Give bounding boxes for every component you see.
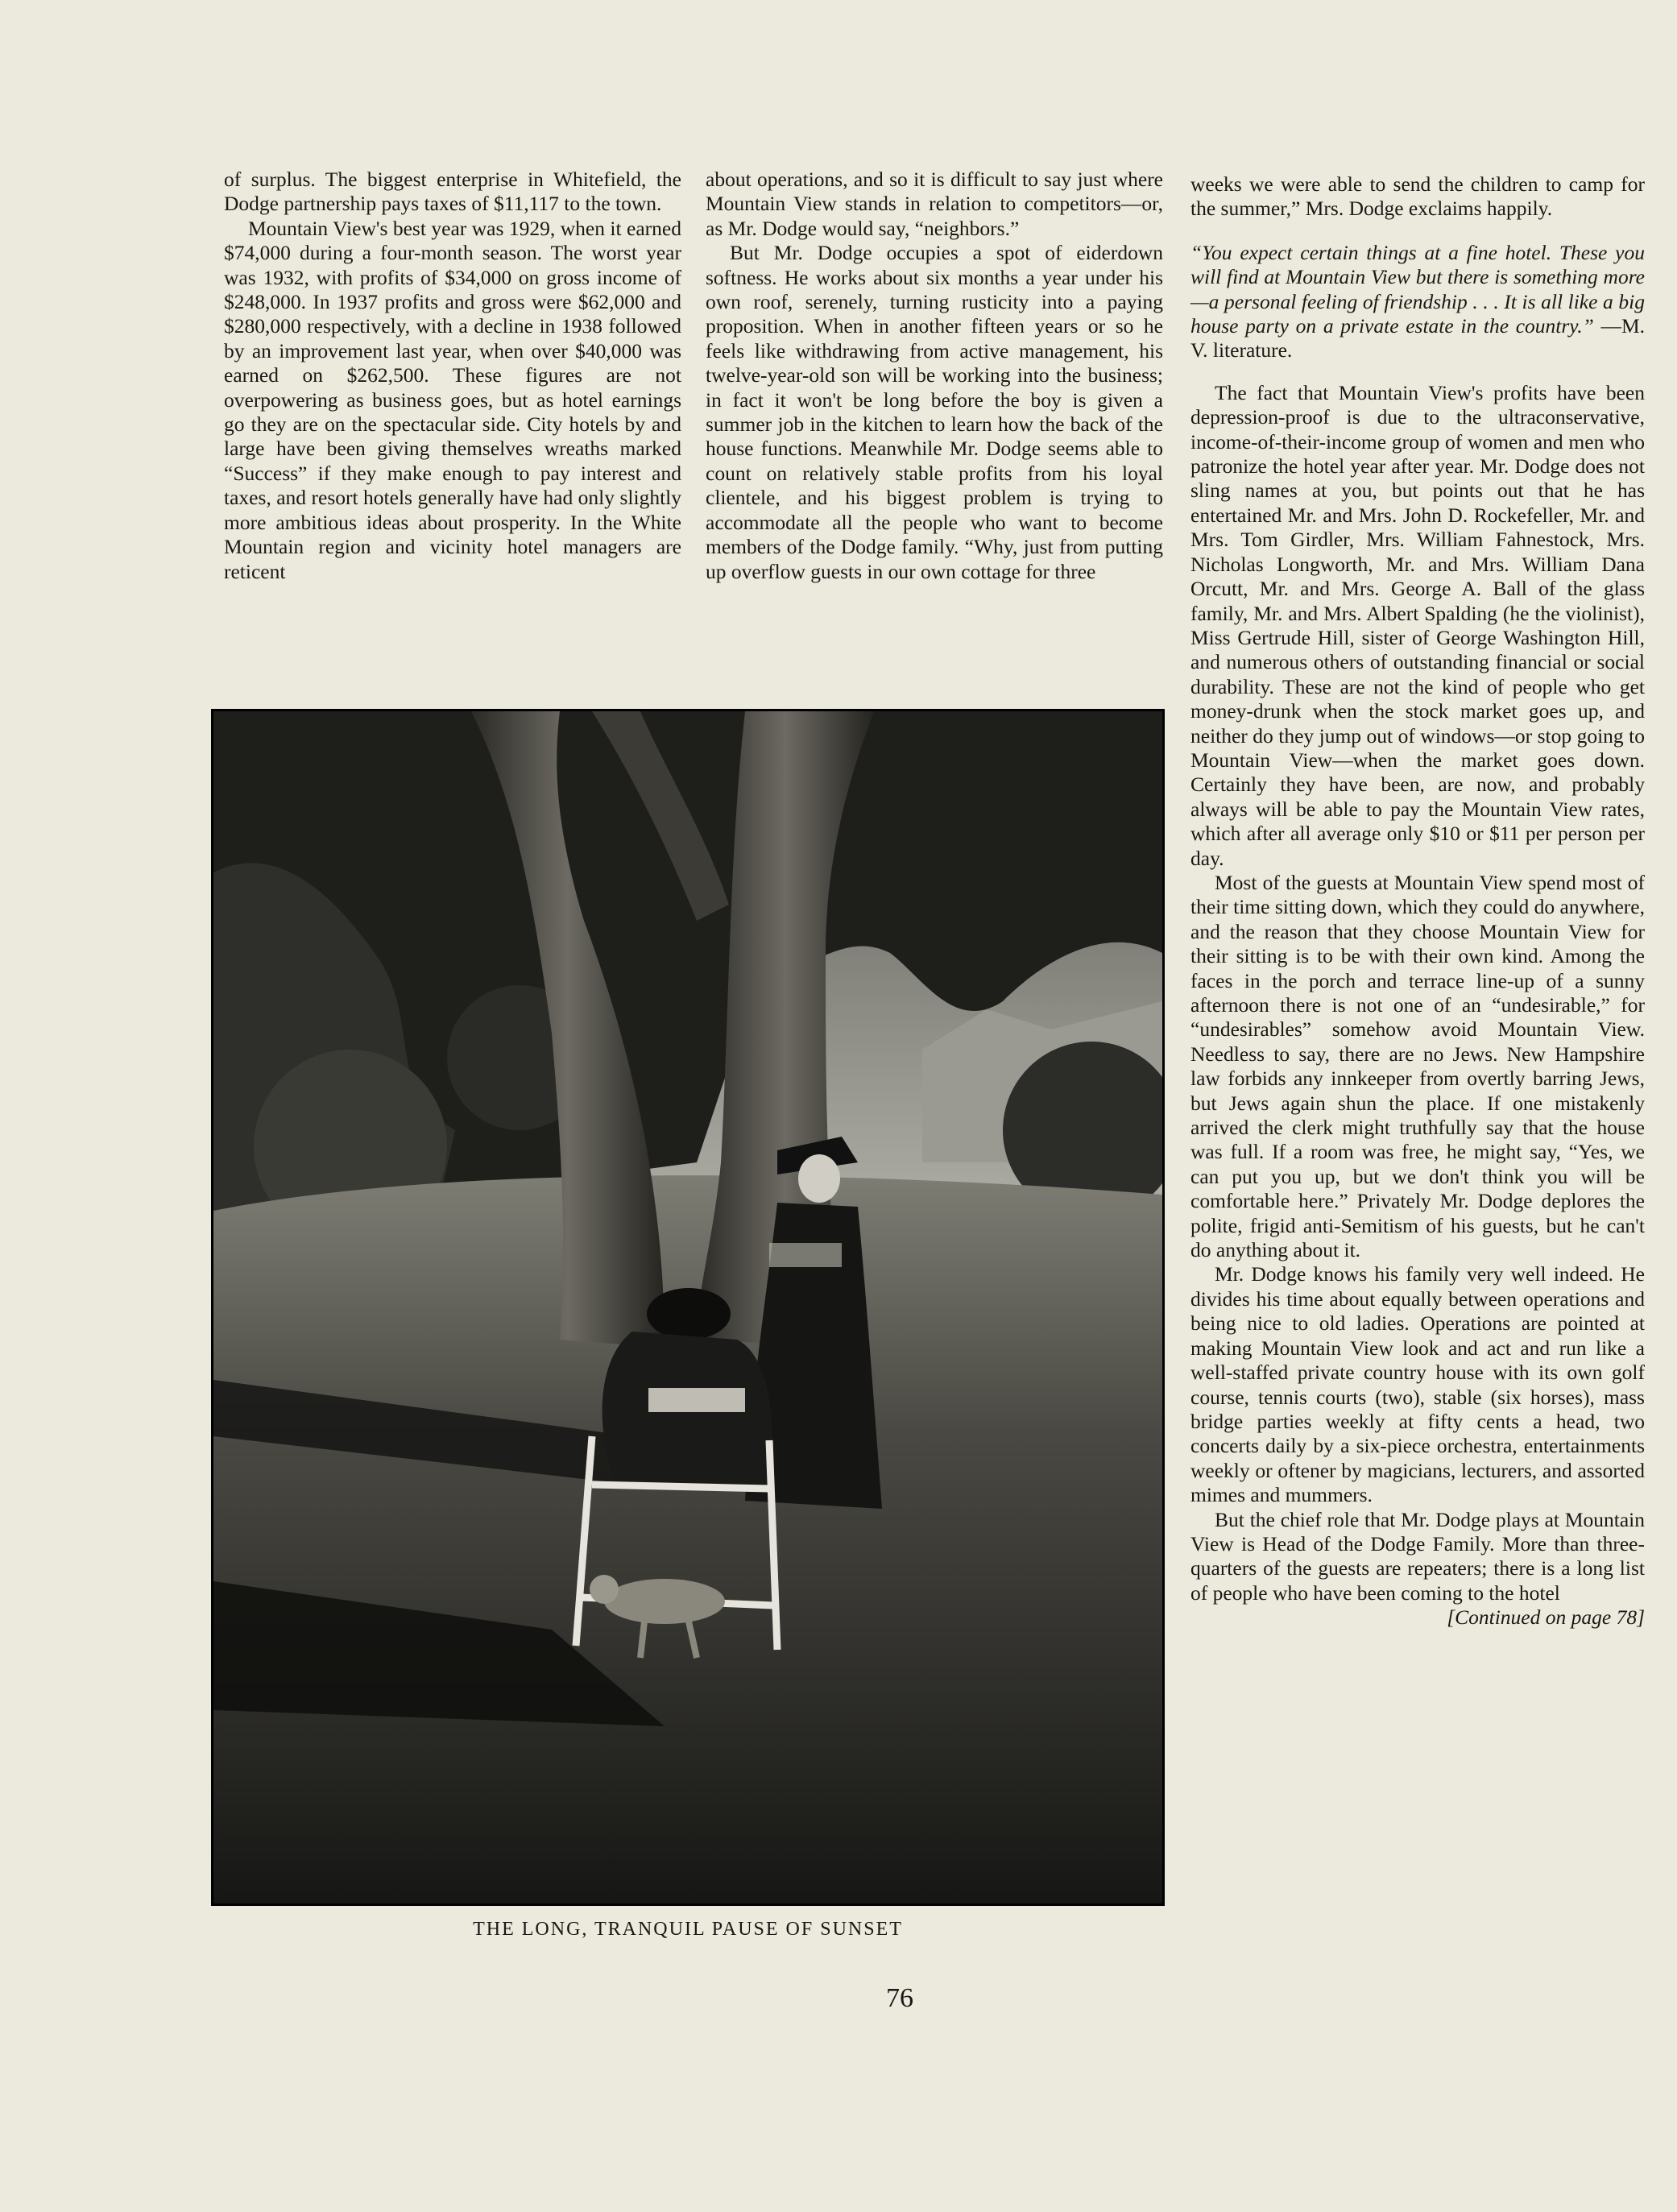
paragraph: weeks we were able to send the children to camp for the summer,” Mrs. Dodge exclaims happily. (1190, 172, 1645, 221)
paragraph: The fact that Mountain View's profits have been depression-proof is due to the ultraconservative, income-of-their-income group of women and men who patronize the hotel year after year. Mr. Dodge does not sling names at you, but points out that he has entertained Mr. and Mrs. John D. Rockefeller, Mr. and Mrs. Tom Girdler, Mrs. William Fahnestock, Mrs. Nicholas Longworth, Mr. and Mrs. William Dana Orcutt, Mr. and Mrs. George A. Ball of the glass family, Mr. and Mrs. Albert Spalding (he the violinist), Miss Gertrude Hill, sister of George Washington Hill, and numerous others of outstanding financial or social durability. These are not the kind of people who get money-drunk when the stock market goes up, and neither do they jump out of windows—or stop going to Mountain View—when the market goes down. Certainly they have been, are now, and probably always will be able to pay the Mountain View rates, which after all average only $10 or $11 per person per day. (1190, 380, 1645, 870)
quote-text: “You expect certain things at a fine hotel. These you will find at Mountain View but there is something more—a personal feeling of friendship . . . It is all like a big house party on a private estate in the country.” (1190, 240, 1645, 338)
paragraph: But the chief role that Mr. Dodge plays at Mountain View is Head of the Dodge Family. More than three-quarters of the guests are repeaters; there is a long list of people who have been coming to the hotel (1190, 1507, 1645, 1605)
paragraph: Most of the guests at Mountain View spend most of their time sitting down, which they could do anywhere, and the reason that they choose Mountain View for their sitting is to be with their own kind. Among the faces in the porch and terrace line-up of a sunny afternoon there is not one of an “undesirable,” for “undesirables” somehow avoid Mountain View. Needless to say, there are no Jews. New Hampshire law forbids any innkeeper from overtly barring Jews, but Jews again shun the place. If one mistakenly arrived the clerk might truthfully say that the house was full. If a room was free, he might say, “Yes, we can put you up, but we don't think you will be comfortable here.” Privately Mr. Dodge deplores the polite, frigid anti-Semitism of his guests, but he can't do anything about it. (1190, 870, 1645, 1262)
pull-quote (1190, 241, 1645, 363)
quote-attribution: —M. V. literature. (1190, 314, 1646, 362)
paragraph: Mr. Dodge knows his family very well indeed. He divides his time about equally between operations and being nice to old ladies. Operations are pointed at making Mountain View look and act and run like a well-staffed private country house with its own golf course, tennis courts (two), stable (six horses), mass bridge parties weekly at fifty cents a head, two concerts daily by a six-piece orchestra, entertainments weekly or oftener by magicians, lecturers, and assorted mimes and mummers. (1190, 1262, 1645, 1507)
text-column-2 (706, 168, 1163, 584)
continuation-note: [Continued on page 78] (1447, 1605, 1645, 1630)
paragraph: about operations, and so it is difficult to say just where Mountain View stands in relation to competitors—or, as Mr. Dodge would say, “neighbors.” (706, 168, 1163, 240)
text-column-1 (224, 168, 681, 584)
sunset-photograph (211, 709, 1165, 1906)
text-column-3 (1190, 172, 1645, 1630)
paragraph: But Mr. Dodge occupies a spot of eiderdown softness. He works about six months a year under his own roof, serenely, turning rusticity into a paying proposition. When in another fifteen years or so he feels like withdrawing from active management, his twelve-year-old son will be working into the business; in fact it won't be long before the boy is given a summer job in the kitchen to learn how the back of the house functions. Meanwhile Mr. Dodge seems able to count on relatively stable profits from his loyal clientele, and his biggest problem is trying to accommodate all the people who want to become members of the Dodge family. “Why, just from putting up overflow guests in our own cottage for three (706, 241, 1163, 583)
photo-illustration (213, 711, 1162, 1903)
paragraph: of surplus. The biggest enterprise in Whitefield, the Dodge partnership pays taxes of $11,117 to the town. (224, 168, 681, 216)
page-number: 76 (886, 1983, 913, 2013)
paragraph: Mountain View's best year was 1929, when it earned $74,000 during a four-month season. The worst year was 1932, with profits of $34,000 on gross income of $248,000. In 1937 profits and gross were $62,000 and $280,000 respectively, with a decline in 1938 followed by an improvement last year, when over $40,000 was earned on $262,500. These figures are not overpowering as business goes, but as hotel earnings go they are on the spectacular side. City hotels by and large have been giving themselves wreaths marked “Success” if they make enough to pay interest and taxes, and resort hotels generally have had only slightly more ambitious ideas about prosperity. In the White Mountain region and vicinity hotel managers are reticent (224, 216, 681, 583)
photo-caption: THE LONG, TRANQUIL PAUSE OF SUNSET (473, 1919, 903, 1940)
